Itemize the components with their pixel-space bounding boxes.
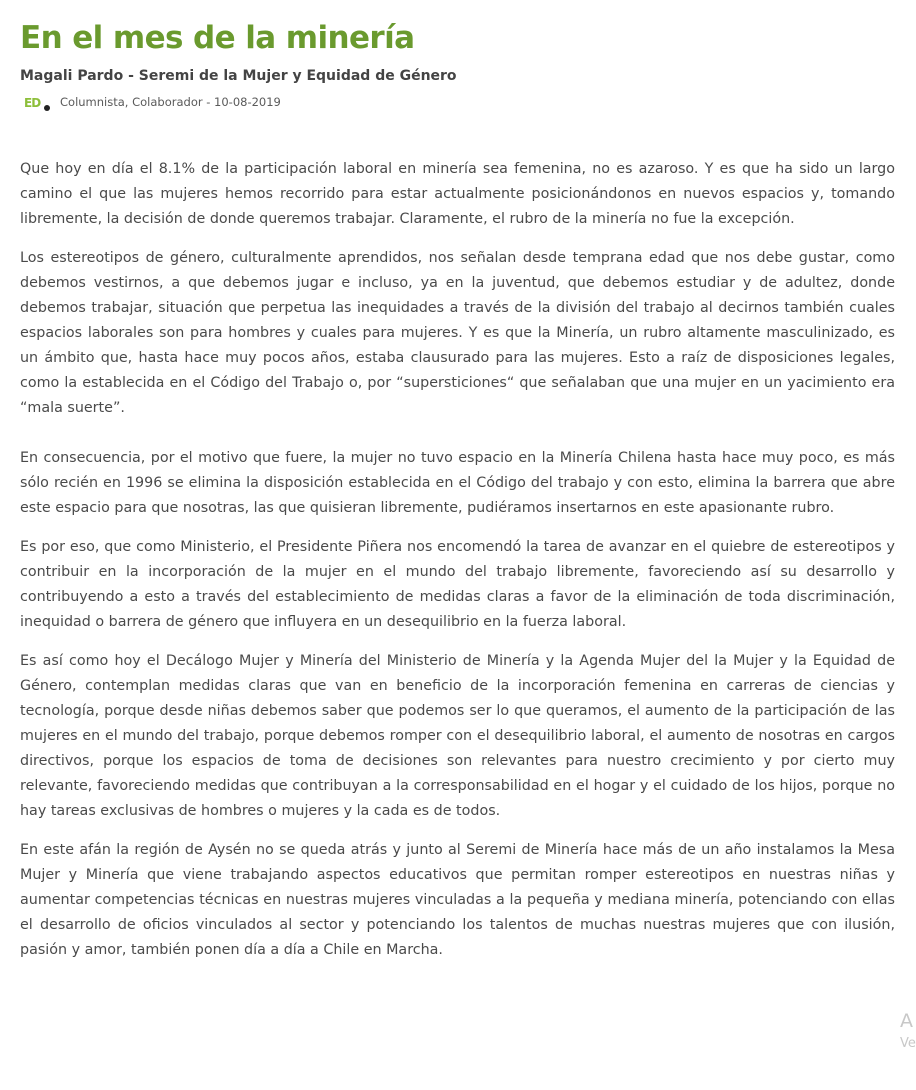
site-logo-dot [44, 105, 50, 111]
edge-fragment-small: Ve [900, 1036, 916, 1051]
article [20, 0, 895, 977]
article-meta [20, 92, 895, 112]
site-logo-text: ED [24, 96, 41, 110]
article-paragraph: Los estereotipos de género, culturalmente aprendidos, nos señalan desde temprana edad que nos debe gustar, como debemos vestirnos, a que debemos jugar e incluso, ya en la juventud, que debemos estudiar y de adultez, donde debemos trabajar, situación que perpetua las inequidades a través de la división del trabajo al decirnos también cuales espacios laborales son para hombres y cuales para mujeres. Y es que la Minería, un rubro altamente masculinizado, es un ámbito que, hasta hace muy pocos años, estaba clausurado para las mujeres. Esto a raíz de disposiciones legales, como la establecida en el Código del Trabajo o, por “supersticiones“ que señalaban que una mujer en un yacimiento era “mala suerte”. [20, 250, 895, 416]
article-author: Magali Pardo - Seremi de la Mujer y Equidad de Género [20, 68, 457, 84]
article-body [20, 157, 895, 963]
article-paragraph: En este afán la región de Aysén no se queda atrás y junto al Seremi de Minería hace más de un año instalamos la Mesa Mujer y Minería que viene trabajando aspectos educativos que permitan romper estereotipos en nuestras niñas y aumentar competencias técnicas en nuestras mujeres vinculadas a la pequeña y mediana minería, potenciando con ellas el desarrollo de oficios vinculados al sector y potenciando los talentos de muchas nuestras mujeres que con ilusión, pasión y amor, también ponen día a día a Chile en Marcha. [20, 842, 895, 958]
article-paragraph: En consecuencia, por el motivo que fuere, la mujer no tuvo espacio en la Minería Chilena hasta hace muy poco, es más sólo recién en 1996 se elimina la disposición establecida en el Código del trabajo y con esto, elimina la barrera que abre este espacio para que nosotras, las que quisieran libremente, pudiéramos insertarnos en este apasionante rubro. [20, 450, 895, 516]
edge-fragment-large: A [900, 1010, 913, 1032]
article-byline: Columnista, Colaborador - 10-08-2019 [60, 95, 281, 109]
article-paragraph: Que hoy en día el 8.1% de la participación laboral en minería sea femenina, no es azaroso. Y es que ha sido un largo camino el que las mujeres hemos recorrido para estar actualmente posicionándonos en nuevos espacios y, tomando libremente, la decisión de donde queremos trabajar. Claramente, el rubro de la minería no fue la excepción. [20, 161, 895, 227]
article-title: En el mes de la minería [20, 20, 415, 56]
site-logo-icon [24, 96, 50, 112]
article-paragraph: Es así como hoy el Decálogo Mujer y Minería del Ministerio de Minería y la Agenda Mujer del la Mujer y la Equidad de Género, contemplan medidas claras que van en beneficio de la incorporación femenina en carreras de ciencias y tecnología, porque desde niñas debemos saber que podemos ser lo que queramos, el aumento de la participación de las mujeres en el mundo del trabajo, porque debemos romper con el desequilibrio laboral, el aumento de nosotras en cargos directivos, porque los espacios de toma de decisiones son relevantes para nuestro crecimiento y por cierto muy relevante, favoreciendo medidas que contribuyan a la corresponsabilidad en el hogar y el cuidado de los hijos, porque no hay tareas exclusivas de hombres o mujeres y la cada es de todos. [20, 653, 895, 819]
article-paragraph: Es por eso, que como Ministerio, el Presidente Piñera nos encomendó la tarea de avanzar en el quiebre de estereotipos y contribuir en la incorporación de la mujer en el mundo del trabajo libremente, favoreciendo así su desarrollo y contribuyendo a esto a través del establecimiento de medidas claras a favor de la eliminación de toda discriminación, inequidad o barrera de género que influyera en un desequilibrio en la fuerza laboral. [20, 539, 895, 630]
